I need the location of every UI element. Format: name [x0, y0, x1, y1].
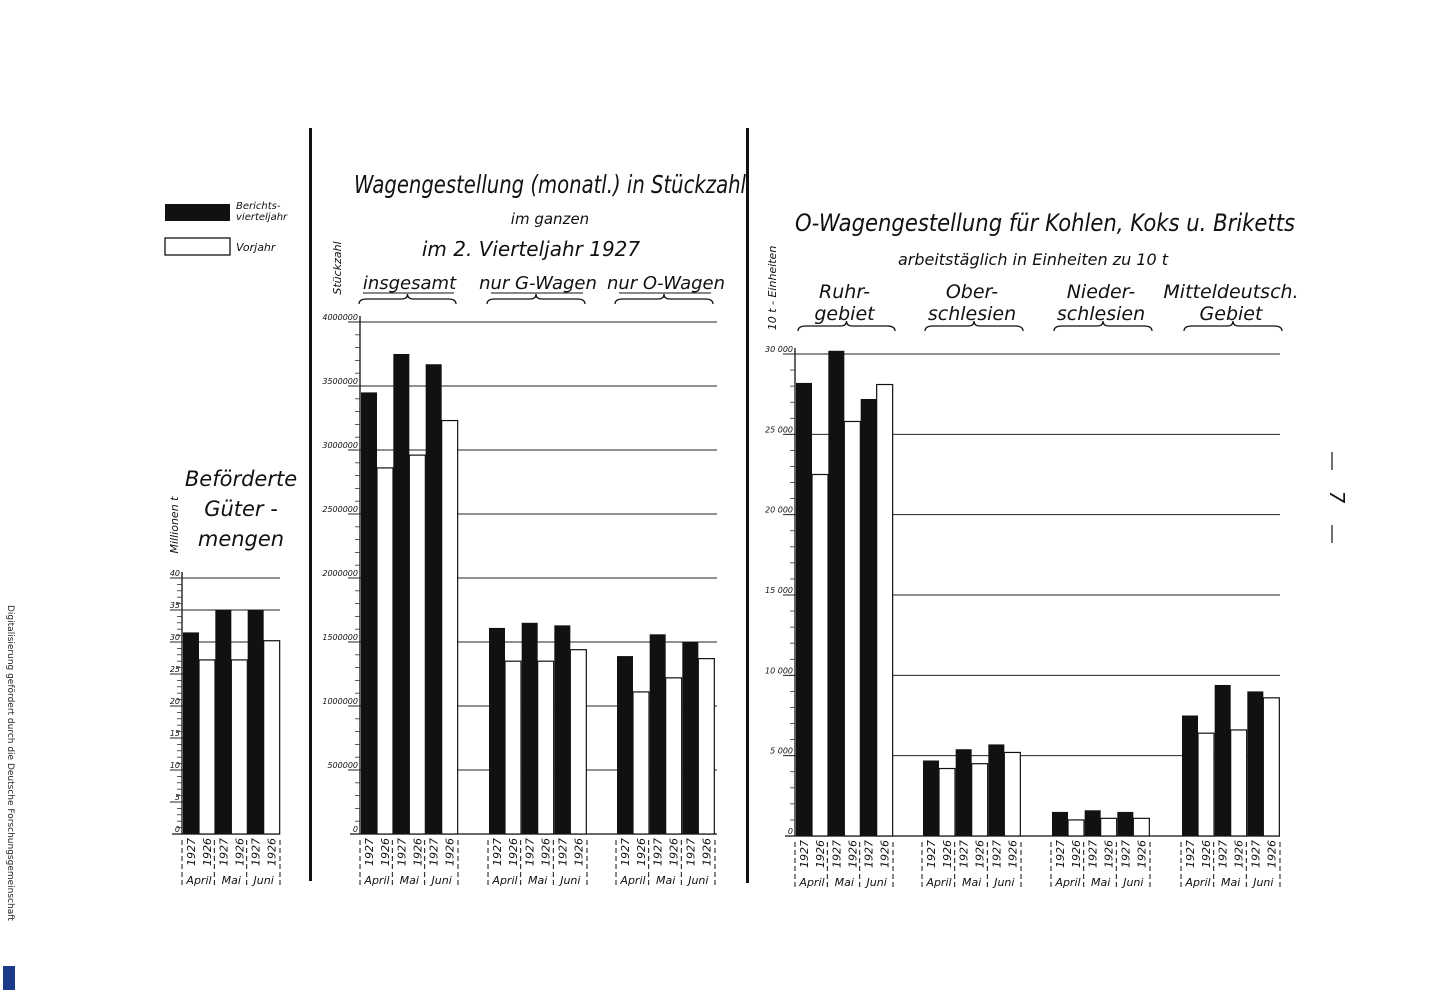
y-tick-label: 10: [169, 761, 180, 770]
x-year-label: 1926: [1102, 840, 1116, 868]
bar-1927: [796, 383, 812, 836]
x-year-label: 1926: [941, 840, 954, 868]
x-year-label: 1926: [1135, 840, 1149, 868]
legend-swatch-report: [165, 204, 230, 221]
chart-title: O-Wagengestellung für Kohlen, Koks u. Briketts: [795, 209, 1295, 237]
x-year-label: 1927: [1249, 840, 1263, 868]
x-month-label: April: [186, 874, 212, 887]
bar-1926: [409, 455, 425, 834]
y-tick-label: 10 000: [765, 666, 793, 676]
y-tick-label: 500000: [327, 761, 358, 770]
bar-1926: [1133, 818, 1149, 836]
bar-1926: [844, 421, 860, 836]
y-tick-label: 20: [169, 697, 180, 706]
bar-1927: [1215, 685, 1231, 836]
x-month-label: April: [1055, 876, 1081, 889]
bar-1927: [1052, 812, 1068, 836]
x-year-label: 1926: [1070, 840, 1083, 868]
x-year-label: 1927: [619, 838, 632, 866]
x-year-label: 1926: [1265, 840, 1279, 868]
chart-subtitle: arbeitstäglich in Einheiten zu 10 t: [897, 250, 1169, 269]
x-month-label: Juni: [1253, 876, 1274, 889]
x-month-label: April: [364, 874, 390, 887]
chart-subtitle-2: im 2. Vierteljahr 1927: [421, 237, 641, 261]
group-label: Nieder-schlesien: [1056, 281, 1146, 325]
x-year-label: 1926: [973, 840, 987, 868]
x-year-label: 1927: [830, 840, 844, 868]
x-month-label: Juni: [253, 874, 274, 887]
separator-right: [746, 128, 749, 883]
legend-label-report: Berichts-vierteljahr: [236, 201, 288, 223]
group-brace: [359, 294, 456, 304]
bar-1927: [682, 642, 698, 834]
x-year-label: 1927: [862, 840, 876, 868]
group-brace: [487, 294, 585, 304]
x-year-label: 1927: [556, 838, 570, 866]
bar-1927: [956, 749, 972, 836]
bar-1927: [248, 610, 264, 834]
x-year-label: 1926: [846, 840, 860, 868]
bar-1927: [988, 744, 1004, 836]
x-year-label: 1926: [507, 838, 520, 866]
x-month-label: Mai: [399, 874, 419, 887]
x-year-label: 1927: [651, 838, 665, 866]
y-tick-label: 25 000: [765, 425, 793, 435]
y-tick-label: 1000000: [322, 697, 358, 706]
bar-1927: [361, 392, 377, 834]
bar-1926: [1004, 752, 1020, 836]
bar-1927: [215, 610, 231, 834]
x-year-label: 1927: [395, 838, 409, 866]
x-year-label: 1926: [1232, 840, 1246, 868]
x-year-label: 1926: [1200, 840, 1213, 868]
y-tick-label: 2000000: [322, 569, 358, 578]
chart-subtitle-1: im ganzen: [510, 210, 590, 228]
separator-left: [309, 128, 312, 881]
bar-1926: [812, 475, 828, 837]
y-tick-label: 3000000: [322, 441, 358, 450]
x-year-label: 1926: [233, 838, 247, 866]
bar-1926: [1231, 730, 1247, 836]
bar-1927: [1182, 716, 1198, 837]
bar-1926: [939, 769, 955, 836]
bar-1926: [377, 468, 393, 834]
y-axis-label: 10 t - Einheiten: [766, 245, 779, 331]
bar-1927: [1247, 691, 1263, 836]
x-year-label: 1927: [1216, 840, 1230, 868]
x-year-label: 1927: [523, 838, 537, 866]
bar-1926: [1198, 733, 1214, 836]
bar-1926: [538, 661, 554, 834]
bar-1927: [393, 354, 409, 834]
y-tick-label: 0: [352, 825, 358, 834]
x-year-label: 1927: [990, 840, 1004, 868]
dfg-logo-mark: [3, 966, 15, 990]
x-year-label: 1927: [798, 840, 811, 868]
y-axis-label: Millionen t: [168, 496, 181, 554]
x-year-label: 1926: [700, 838, 714, 866]
bar-1926: [199, 660, 215, 834]
x-year-label: 1927: [363, 838, 376, 866]
x-year-label: 1926: [572, 838, 586, 866]
y-tick-label: 35: [169, 601, 180, 610]
group-label: nur G-Wagen: [479, 273, 597, 294]
bar-1926: [877, 385, 893, 836]
x-year-label: 1927: [684, 838, 698, 866]
chart-coal-wagon-supply: [765, 209, 1299, 889]
bar-1927: [650, 634, 666, 834]
bar-1927: [426, 364, 442, 834]
legend-label-prior: Vorjahr: [236, 241, 276, 254]
x-year-label: 1927: [1119, 840, 1133, 868]
y-tick-label: 40: [169, 569, 180, 578]
x-year-label: 1927: [249, 838, 263, 866]
x-year-label: 1926: [814, 840, 827, 868]
bar-1926: [666, 678, 682, 834]
group-brace: [798, 321, 895, 331]
bar-1926: [264, 641, 280, 834]
bar-1926: [1101, 818, 1117, 836]
legend-swatch-prior: [165, 238, 230, 255]
y-tick-label: 25: [169, 665, 180, 674]
x-month-label: April: [1185, 876, 1211, 889]
x-month-label: Mai: [221, 874, 241, 887]
y-axis-label: Stückzahl: [331, 241, 344, 295]
x-year-label: 1926: [635, 838, 648, 866]
x-year-label: 1926: [539, 838, 553, 866]
x-year-label: 1926: [1006, 840, 1020, 868]
x-year-label: 1927: [1086, 840, 1100, 868]
x-year-label: 1927: [957, 840, 971, 868]
x-year-label: 1927: [1054, 840, 1067, 868]
chart-title: Beförderte Güter -mengen: [184, 467, 298, 551]
bar-1926: [442, 421, 458, 834]
x-month-label: Mai: [1091, 876, 1111, 889]
x-month-label: Mai: [962, 876, 982, 889]
group-brace: [615, 294, 713, 304]
bar-1927: [828, 351, 844, 836]
bar-1927: [617, 656, 633, 834]
x-month-label: Juni: [1123, 876, 1144, 889]
x-month-label: Mai: [528, 874, 548, 887]
x-year-label: 1926: [265, 838, 279, 866]
bar-1926: [505, 661, 521, 834]
bar-1927: [1085, 810, 1101, 836]
y-tick-label: 30: [169, 633, 180, 642]
group-label: Ober-schlesien: [927, 281, 1017, 325]
x-year-label: 1926: [443, 838, 457, 866]
x-year-label: 1927: [217, 838, 231, 866]
bar-1926: [633, 692, 649, 834]
y-tick-label: 1500000: [322, 633, 358, 642]
x-year-label: 1926: [667, 838, 681, 866]
y-tick-label: 15 000: [765, 586, 793, 595]
x-year-label: 1926: [379, 838, 392, 866]
page-number: 7: [1325, 490, 1349, 504]
x-year-label: 1927: [185, 838, 198, 866]
legend: [165, 201, 288, 255]
chart-wagon-supply: [322, 170, 746, 887]
group-label: Ruhr-gebiet: [814, 281, 875, 325]
bar-1926: [972, 764, 988, 836]
bar-1926: [698, 659, 714, 834]
y-tick-label: 20 000: [765, 505, 793, 515]
x-month-label: Juni: [688, 874, 709, 887]
x-month-label: Juni: [866, 876, 887, 889]
group-label: insgesamt: [362, 273, 457, 294]
bar-1926: [231, 660, 247, 834]
y-tick-label: 0: [174, 825, 180, 834]
bar-1927: [554, 625, 570, 834]
x-month-label: April: [799, 876, 825, 889]
y-tick-label: 15: [169, 729, 180, 738]
x-year-label: 1926: [201, 838, 214, 866]
bar-1927: [489, 628, 505, 834]
group-label: nur O-Wagen: [606, 273, 726, 294]
bar-1926: [1263, 698, 1279, 836]
x-year-label: 1926: [878, 840, 892, 868]
y-tick-label: 5: [174, 793, 180, 802]
x-month-label: Mai: [834, 876, 854, 889]
bar-1927: [923, 760, 939, 836]
x-month-label: April: [926, 876, 952, 889]
x-month-label: Mai: [1221, 876, 1241, 889]
x-year-label: 1927: [427, 838, 441, 866]
bar-1927: [183, 632, 199, 834]
x-month-label: April: [492, 874, 518, 887]
x-month-label: Juni: [431, 874, 452, 887]
chart-goods-volume: [168, 467, 297, 887]
x-year-label: 1926: [411, 838, 425, 866]
y-tick-label: 3500000: [322, 377, 358, 386]
x-month-label: Mai: [656, 874, 676, 887]
bar-1927: [522, 623, 538, 834]
chart-title: Wagengestellung (monatl.) in Stückzahl: [354, 170, 747, 199]
x-month-label: April: [620, 874, 646, 887]
y-tick-label: 0: [787, 827, 793, 836]
x-month-label: Juni: [560, 874, 581, 887]
bar-1927: [861, 399, 877, 836]
x-year-label: 1927: [1184, 840, 1197, 868]
y-tick-label: 2500000: [322, 505, 358, 514]
bar-1927: [1117, 812, 1133, 836]
bar-1926: [1068, 820, 1084, 836]
side-note: Digitalisierung gefördert durch die Deutsche Forschungsgemeinschaft: [5, 605, 15, 921]
y-tick-label: 5 000: [770, 746, 793, 756]
y-tick-label: 30 000: [765, 345, 793, 354]
x-month-label: Juni: [994, 876, 1015, 889]
x-year-label: 1927: [925, 840, 938, 868]
y-tick-label: 4000000: [322, 313, 358, 322]
group-label: Mitteldeutsch. Gebiet: [1163, 281, 1299, 325]
x-year-label: 1927: [491, 838, 504, 866]
bar-1926: [570, 650, 586, 834]
